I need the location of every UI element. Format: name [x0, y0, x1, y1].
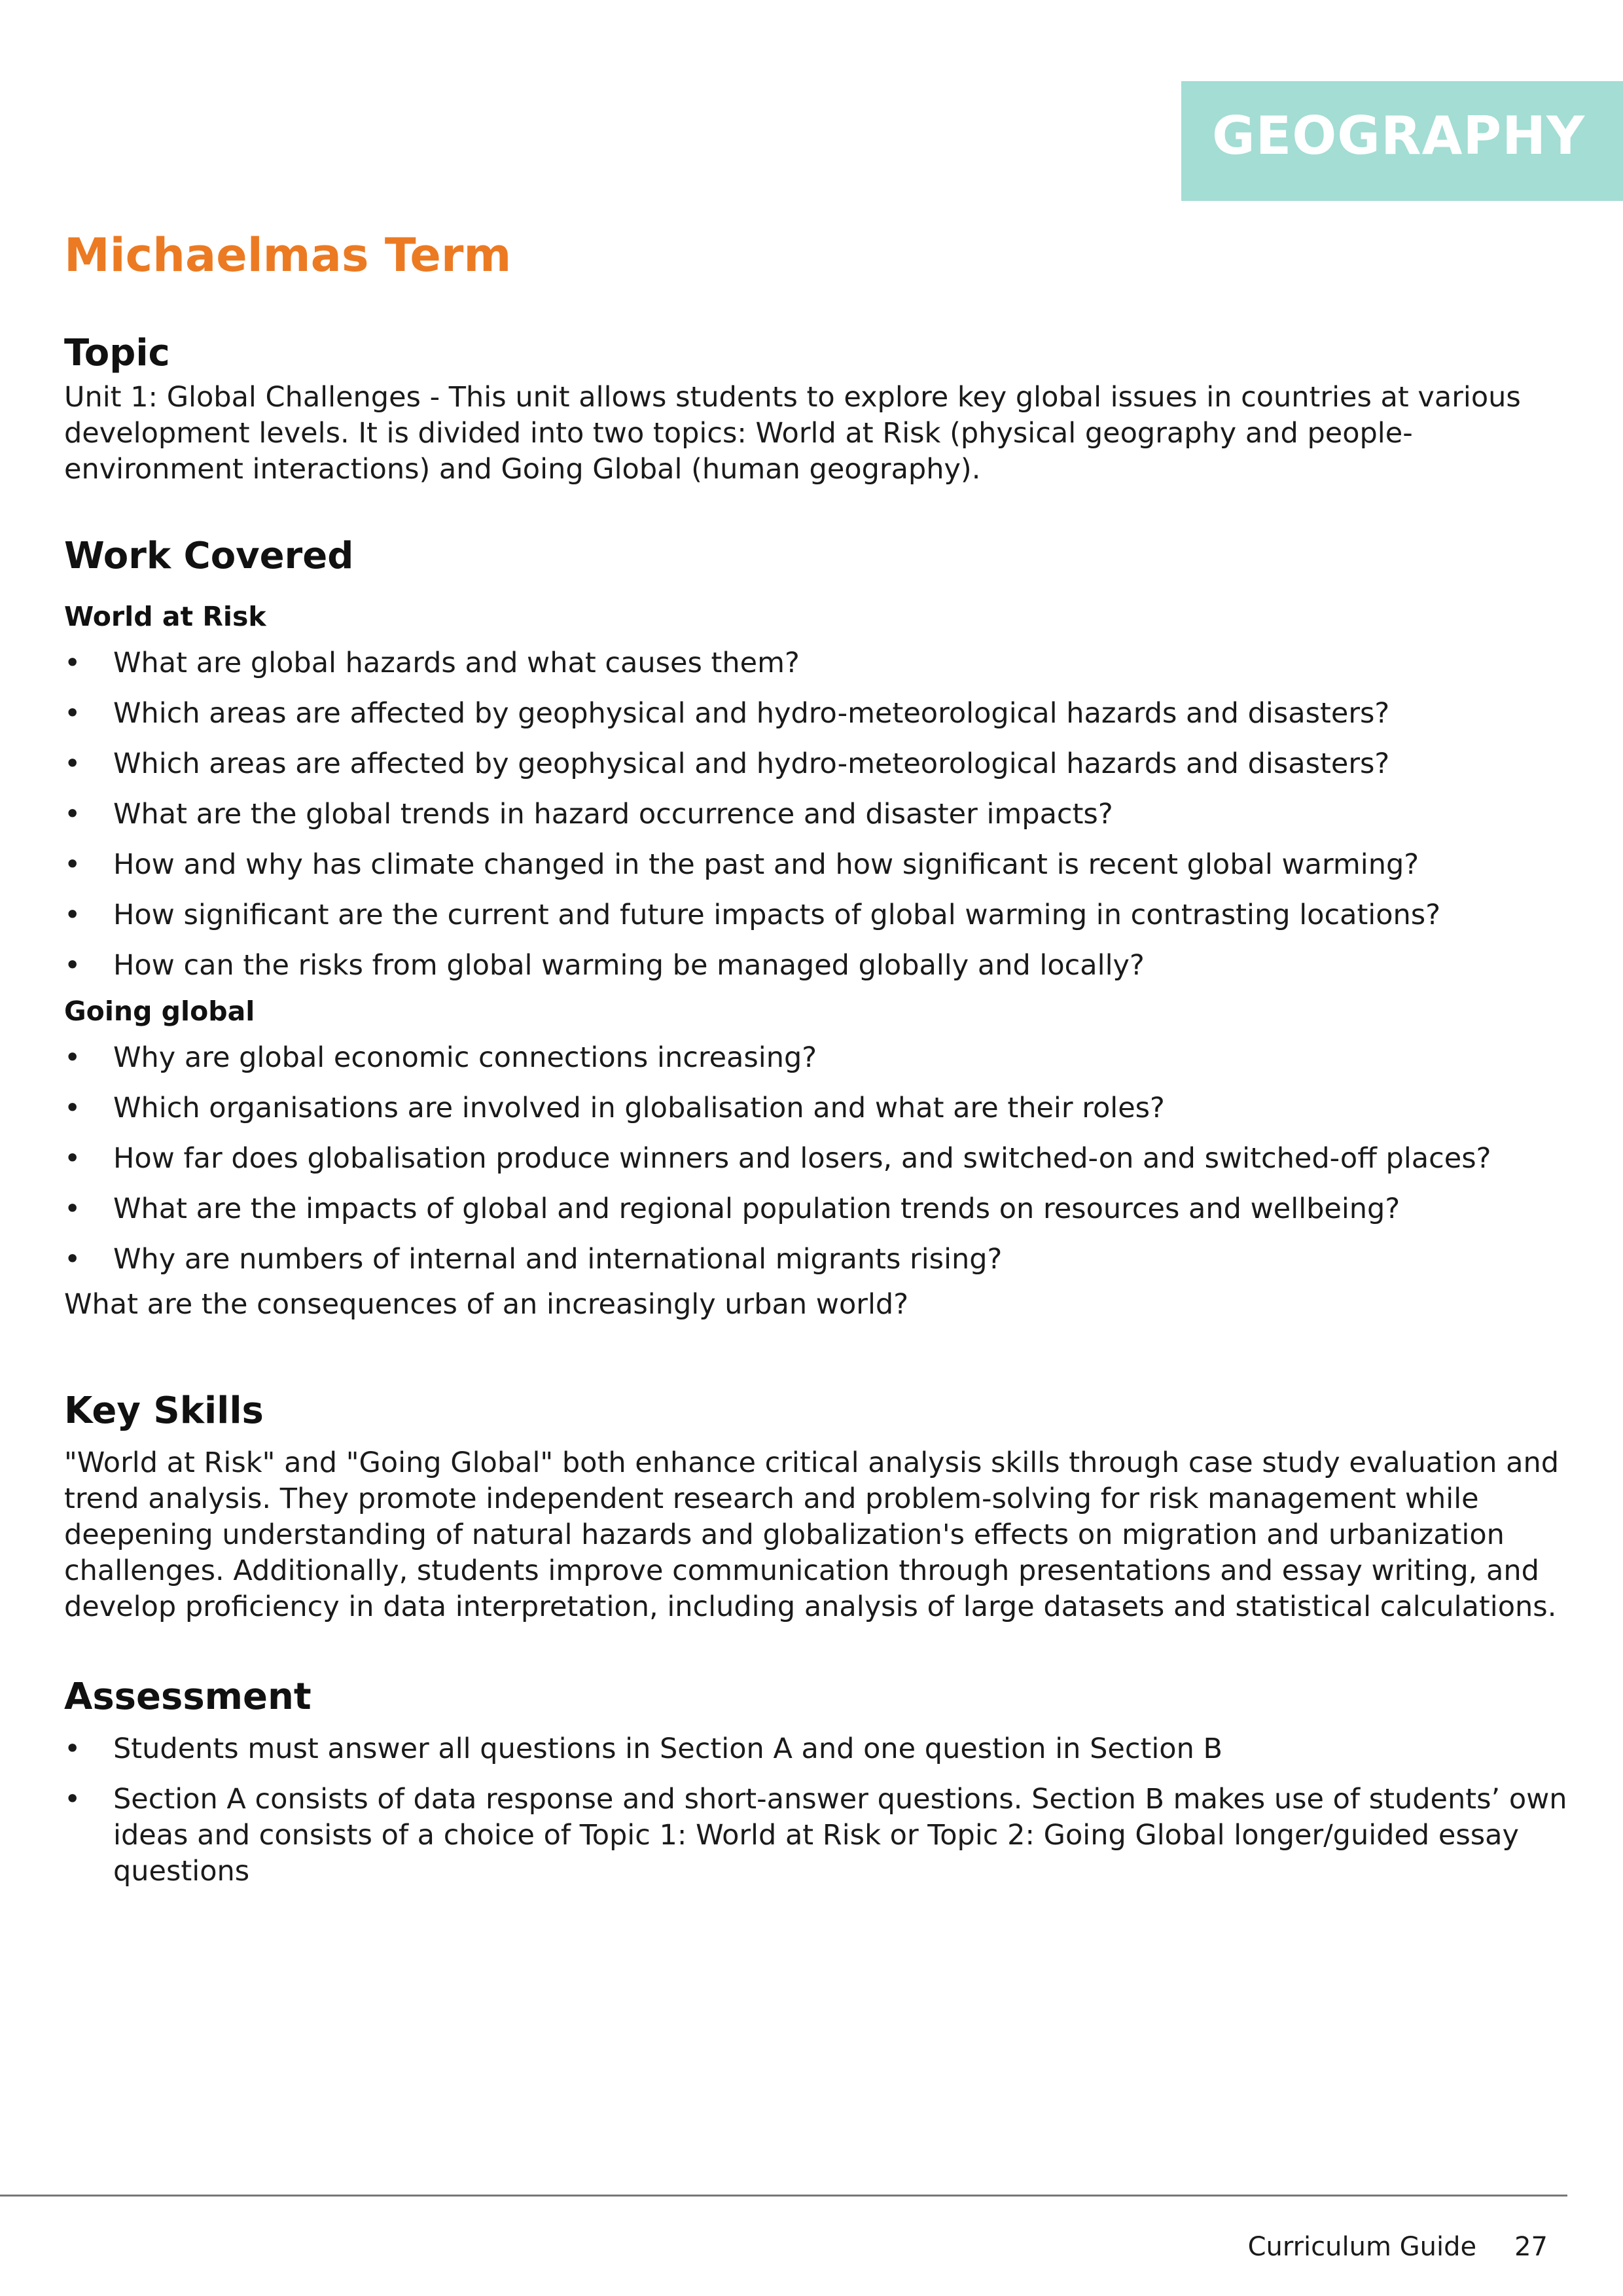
work-covered-heading: Work Covered — [64, 535, 354, 577]
world-at-risk-list — [64, 645, 1569, 984]
assessment-heading: Assessment — [64, 1676, 312, 1718]
subject-tab — [1181, 81, 1623, 201]
list-item: • What are the global trends in hazard occurrence and disaster impacts? — [64, 797, 1569, 833]
footer-guide-label: Curriculum Guide — [1247, 2232, 1477, 2262]
page-number: 27 — [1514, 2232, 1548, 2262]
key-skills-heading: Key Skills — [64, 1390, 264, 1432]
topic-body: Unit 1: Global Challenges - This unit allows students to explore key global issues in countries at various development levels. It is divided into two topics: World at Risk (physical geography and people-environment interactions) and Going Global (human geography). — [64, 381, 1521, 486]
list-item: • How significant are the current and future impacts of global warming in contrasting locations? — [64, 897, 1569, 933]
page-content — [64, 223, 1569, 1904]
list-item: • Students must answer all questions in Section A and one question in Section B — [64, 1731, 1569, 1767]
going-global-list — [64, 1040, 1569, 1278]
list-item: • Section A consists of data response and short-answer questions. Section B makes use of students’ own ideas and consists of a choice of Topic 1: World at Risk or Topic 2: Going Global longer/guided essay questions — [64, 1782, 1569, 1890]
list-item: • Which areas are affected by geophysical and hydro-meteorological hazards and disasters? — [64, 746, 1569, 782]
world-at-risk-label: World at Risk — [64, 601, 266, 632]
list-item: • What are global hazards and what causes them? — [64, 645, 1569, 681]
going-global-label: Going global — [64, 996, 255, 1027]
topic-heading: Topic — [64, 332, 170, 374]
list-item: • Which organisations are involved in globalisation and what are their roles? — [64, 1090, 1569, 1126]
list-item: • What are the impacts of global and regional population trends on resources and wellbeing? — [64, 1191, 1569, 1227]
list-item: • How and why has climate changed in the past and how significant is recent global warming? — [64, 847, 1569, 883]
footer-divider — [0, 2195, 1567, 2197]
list-item: • Why are numbers of internal and international migrants rising? — [64, 1242, 1569, 1278]
list-item: • How far does globalisation produce winners and losers, and switched-on and switched-off places? — [64, 1141, 1569, 1177]
list-item: • Why are global economic connections increasing? — [64, 1040, 1569, 1076]
going-global-closing: What are the consequences of an increasingly urban world? — [64, 1288, 909, 1321]
key-skills-body: "World at Risk" and "Going Global" both enhance critical analysis skills through case study evaluation and trend analysis. They promote independent research and problem-solving for risk management while deepening understanding of natural hazards and globalization's effects on migration and urbanization challenges. Additionally, students improve communication through presentations and essay writing, and develop proficiency in data interpretation, including analysis of large datasets and statistical calculations. — [64, 1446, 1560, 1623]
footer — [1248, 2232, 1548, 2262]
term-title: Michaelmas Term — [64, 228, 512, 282]
list-item: • How can the risks from global warming be managed globally and locally? — [64, 948, 1569, 984]
subject-title: GEOGRAPHY — [1211, 105, 1585, 166]
assessment-list — [64, 1731, 1569, 1890]
list-item: • Which areas are affected by geophysical and hydro-meteorological hazards and disasters? — [64, 696, 1569, 732]
